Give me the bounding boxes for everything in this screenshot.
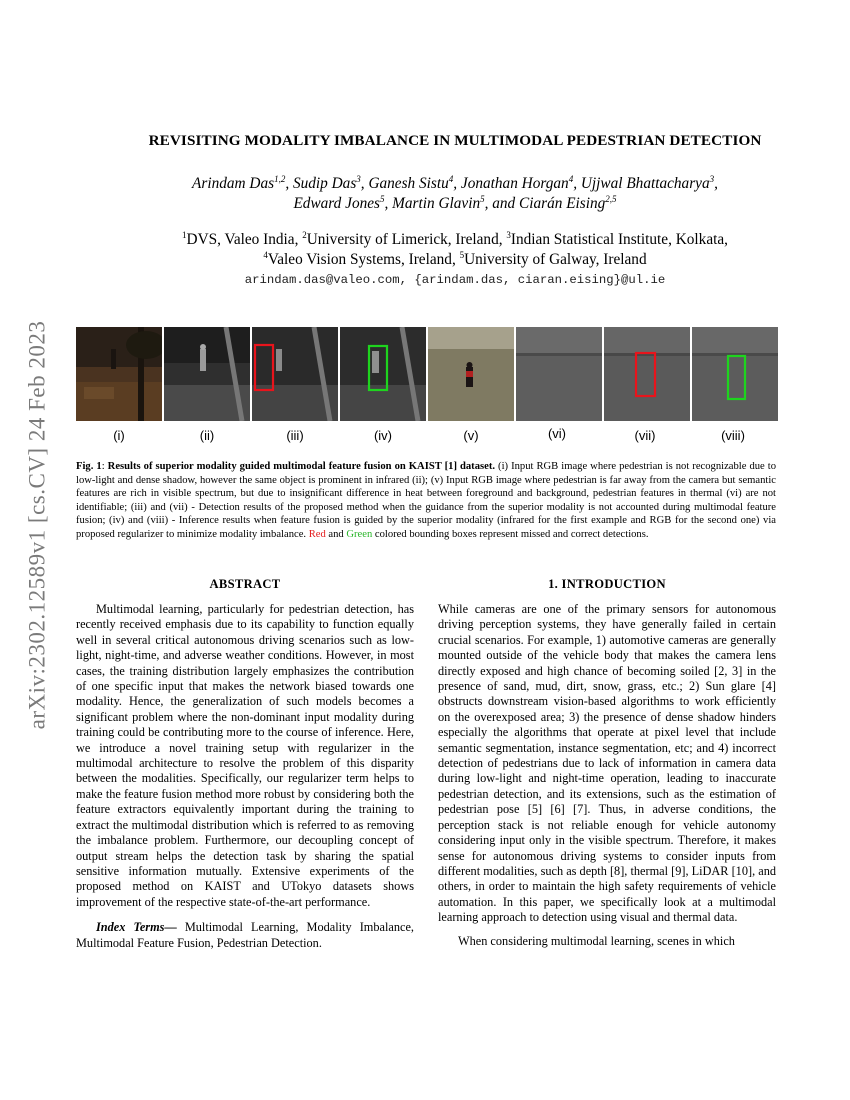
figure-caption: Fig. 1: Results of superior modality guided multimodal feature fusion on KAIST [1] dataset. (i) Input RGB image where pedestrian is not recognizable due to low-light and dense shadow, however the same object is prominent in infrared (ii); (v) Input RGB image where pedestrian is far away from the camera but semantic features are rich in visible spectrum, but due to insignificant difference in heat between foreground and background, pedestrian features in thermal (vi) are not identifiable; (iii) and (vii) - Detection results of the proposed method when the guidance from the superior modality is not accounted during multimodal feature fusion; (iv) and (viii) - Inference results when feature fusion is guided by the superior modality (infrared for the first example and RGB for the second one) via proposed regularizer to minimize modality imbalance. Red and Green colored bounding boxes represent missed and correct detections. xyxy=(76,461,777,540)
introduction-heading: 1. INTRODUCTION xyxy=(548,577,666,591)
arxiv-id-text: arXiv:2302.12589v1 [cs.CV] 24 Feb 2023 xyxy=(24,320,49,730)
caption-red-word: Red xyxy=(308,528,326,540)
figure-panel-missed-detection-2 xyxy=(604,327,690,421)
figure-panel-thermal-day xyxy=(516,327,602,421)
affiliation: $^5$University of Galway, Ireland xyxy=(459,249,647,268)
index-terms: Index Terms— Multimodal Learning, Modality Imbalance, Multimodal Feature Fusion, Pedestrian Detection. xyxy=(76,920,414,950)
paper-title: REVISITING MODALITY IMBALANCE IN MULTIMODAL PEDESTRIAN DETECTION xyxy=(148,132,762,149)
figure-panel-thermal-night xyxy=(164,327,250,421)
figure-panel-missed-detection-1 xyxy=(252,327,338,421)
panel-label: (viii) xyxy=(721,428,745,443)
panel-label: (iv) xyxy=(373,428,393,443)
figure-strip xyxy=(76,327,776,421)
author: Jonathan Horgan$^4$, xyxy=(460,173,581,192)
author: Sudip Das$^3$, xyxy=(292,173,369,192)
author: Ujjwal Bhattacharya$^3$, xyxy=(580,173,718,192)
author: Ganesh Sistu$^4$, xyxy=(368,173,461,192)
author: Arindam Das$^{1,2}$, xyxy=(192,173,293,192)
figure-panel-correct-detection-2 xyxy=(692,327,778,421)
figure-panel-rgb-night xyxy=(76,327,162,421)
author-list xyxy=(60,174,850,214)
arxiv-stamp xyxy=(22,290,52,760)
author-emails: arindam.das@valeo.com, {arindam.das, ciaran.eising}@ul.ie xyxy=(244,273,666,287)
panel-label: (i) xyxy=(113,428,125,443)
affiliation: $^1$DVS, Valeo India, xyxy=(182,229,303,248)
affiliation: $^2$University of Limerick, Ireland, xyxy=(302,229,507,248)
author: Martin Glavin$^5$, and xyxy=(392,193,520,212)
left-column xyxy=(76,577,414,951)
affiliation: $^4$Valeo Vision Systems, Ireland, xyxy=(263,249,460,268)
introduction-para-1: While cameras are one of the primary sensors for autonomous driving perception systems, they have generally failed in certain crucial scenarios. For example, 1) automotive cameras are generally mounted outside of the vehicle body that makes the camera lens directly exposed and high chance of becoming soiled [2, 3] in the presence of sand, mud, dirt, snow, grass, etc.; 2) Sun glare [4] obstructs downstream vision-based algorithms to work efficiently on the overexposed area; 3) the presence of dense shadow hinders especially the algorithms that operate at pixel level that include semantic segmentation, instance segmentation, etc; and 4) incorrect detection of pedestrians due to lack of information in camera data during low-light and night-time operation, leading to inaccurate pedestrian detection, and its extensions, such as the estimation of pedestrian pose [5] [6] [7]. Thus, in adverse conditions, the perception stack is not reliable enough for vehicle autonomy considering input only in the visible spectrum. Therefore, it makes sense for autonomous driving systems to consider inputs from different modalities, such as depth [8], thermal [9], LiDAR [10], and others, in order to maintain the high safety requirements of vehicle automation. In this paper, we specifically look at a multimodal learning approach to detection using visual and thermal data. xyxy=(438,602,776,925)
figure-panel-rgb-day xyxy=(428,327,514,421)
panel-label: (vi) xyxy=(547,426,567,441)
abstract-heading: ABSTRACT xyxy=(209,577,281,591)
panel-label: (iii) xyxy=(286,428,304,443)
panel-label: (ii) xyxy=(199,428,215,443)
author: Ciarán Eising$^{2,5}$ xyxy=(519,193,617,212)
affiliation-list xyxy=(60,230,850,270)
right-column xyxy=(438,577,776,949)
affiliation: $^3$Indian Statistical Institute, Kolkata, xyxy=(506,229,728,248)
author: Edward Jones$^5$, xyxy=(293,193,393,212)
caption-green-word: Green xyxy=(346,528,373,540)
abstract-text: Multimodal learning, particularly for pedestrian detection, has recently received emphasis due to its capability to function equally well in several critical autonomous driving scenarios such as low-light, night-time, and adverse weather conditions. However, in most cases, the training distribution largely emphasizes the contribution of one specific input that makes the network biased towards one modality. Hence, the generalization of such models becomes a significant problem where the non-dominant input modality during training could be contributing more to the course of inference. Here, we introduce a novel training setup with regularizer in the multimodal architecture to resolve the problem of this disparity between the modalities. Specifically, our regularizer term helps to make the feature fusion method more robust by considering both the feature extractors equivalently important during the training to extract the multimodal distribution which is referred to as removing the imbalance problem. Furthermore, our decoupling concept of output stream helps the detection task by sharing the spatial sensitive information mutually. Extensive experiments of the proposed method on KAIST and UTokyo datasets shows improvement of the respective state-of-the-art performance. xyxy=(76,602,414,909)
panel-label: (vii) xyxy=(634,428,656,443)
figure-panel-correct-detection-1 xyxy=(340,327,426,421)
panel-label: (v) xyxy=(463,428,479,443)
introduction-para-2: When considering multimodal learning, scenes in which xyxy=(458,933,735,948)
